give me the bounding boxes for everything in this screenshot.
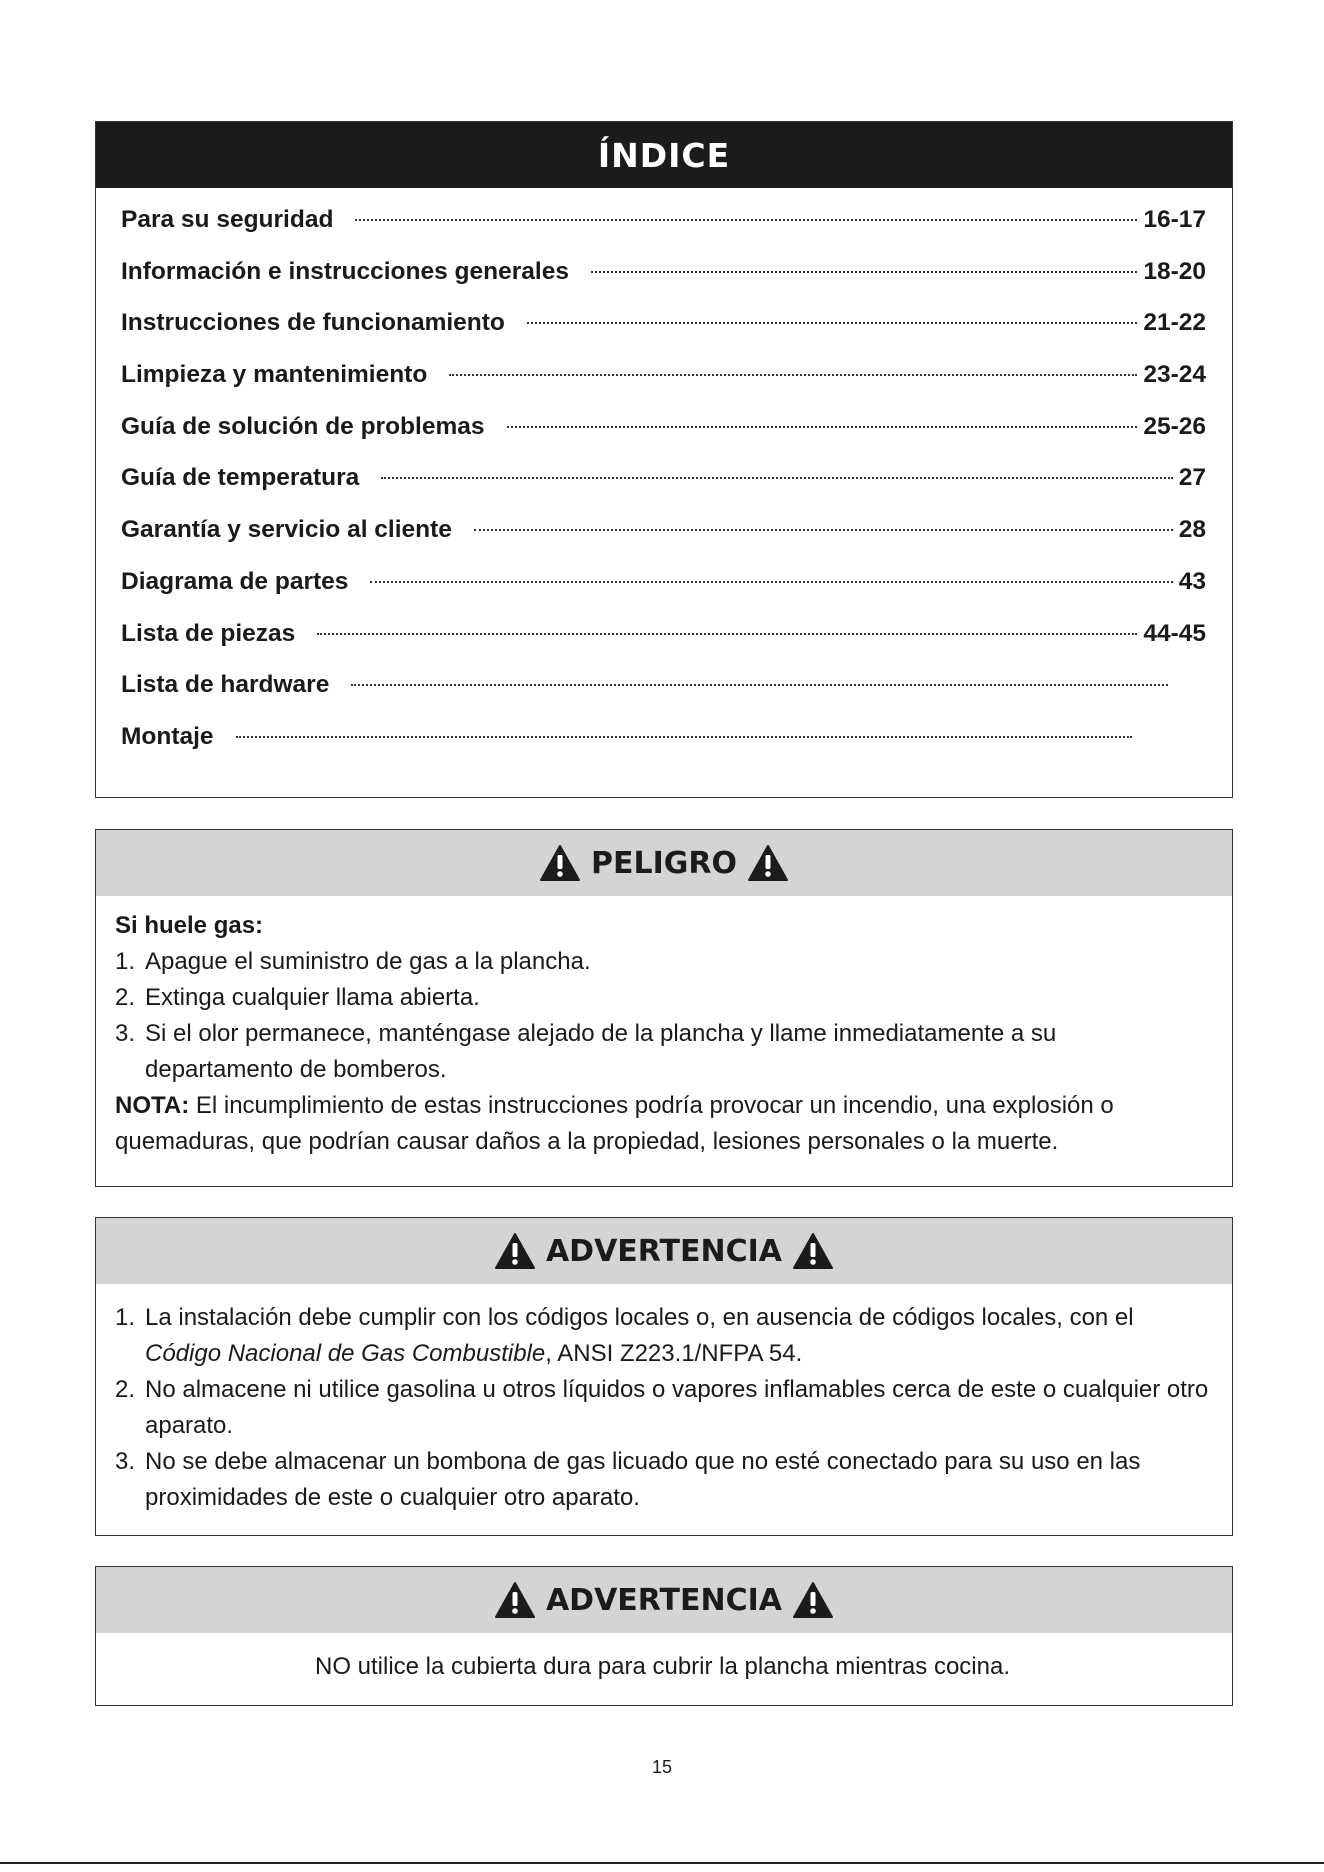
toc-leader-dots xyxy=(370,581,1172,583)
toc-entry-page: 16-17 xyxy=(1143,206,1206,233)
toc-leader-dots xyxy=(591,271,1137,273)
warning-text: NO utilice la cubierta dura para cubrir la plancha mientras cocina. xyxy=(314,1653,1010,1680)
toc-leader-dots xyxy=(381,477,1172,479)
warning-triangle-icon xyxy=(792,1581,834,1619)
warning-title: ADVERTENCIA xyxy=(545,1233,783,1269)
divider xyxy=(0,1862,1324,1864)
item-text xyxy=(145,1300,1210,1372)
list-item xyxy=(115,944,1210,980)
danger-header xyxy=(96,830,1232,896)
warning-triangle-icon xyxy=(494,1232,536,1270)
toc-entry xyxy=(121,309,1206,361)
toc-entry-page: 21-22 xyxy=(1143,309,1206,337)
list-item xyxy=(115,1016,1210,1088)
toc-entry xyxy=(121,516,1206,568)
warning-box xyxy=(95,1566,1233,1706)
toc-entry xyxy=(121,723,1206,775)
index-box xyxy=(95,121,1233,798)
toc-leader-dots xyxy=(527,322,1137,324)
toc-entry-title: Limpieza y mantenimiento xyxy=(121,361,428,389)
toc-entry-title: Para su seguridad xyxy=(121,206,334,233)
list-item xyxy=(115,980,1210,1016)
toc-leader-dots xyxy=(507,426,1138,428)
toc-entry-title: Guía de solución de problemas xyxy=(121,412,485,440)
toc-entry-page: 25-26 xyxy=(1143,412,1206,440)
toc-entry xyxy=(121,620,1206,672)
warning-triangle-icon xyxy=(747,844,789,882)
item-text: No almacene ni utilice gasolina u otros líquidos o vapores inflamables cerca de este o cualquier otro aparato. xyxy=(145,1376,1209,1439)
danger-intro: Si huele gas: xyxy=(115,912,264,939)
toc-entry-title: Lista de hardware xyxy=(121,671,330,699)
item-text: No se debe almacenar un bombona de gas licuado que no esté conectado para su uso en las proximidades de este o cualquier otro aparato. xyxy=(145,1448,1141,1511)
item-number: 2. xyxy=(115,984,136,1011)
toc-leader-dots xyxy=(236,736,1132,738)
warning-title: ADVERTENCIA xyxy=(545,1582,783,1618)
toc-entry xyxy=(121,413,1206,465)
page-number: 15 xyxy=(651,1757,673,1777)
index-header xyxy=(96,122,1232,188)
danger-box xyxy=(95,829,1233,1187)
list-item xyxy=(115,1300,1210,1372)
item-number: 3. xyxy=(115,1448,136,1475)
toc-entry-title: Garantía y servicio al cliente xyxy=(121,516,452,544)
warning-header xyxy=(96,1567,1232,1633)
item-number: 2. xyxy=(115,1376,136,1403)
item-text: Apague el suministro de gas a la plancha. xyxy=(145,948,591,975)
warning-body xyxy=(96,1284,1232,1516)
toc-leader-dots xyxy=(317,633,1137,635)
toc-entry xyxy=(121,361,1206,413)
list-item xyxy=(115,1372,1210,1444)
toc-leader-dots xyxy=(351,684,1168,686)
danger-note xyxy=(115,1088,1210,1160)
danger-body xyxy=(96,896,1232,1160)
danger-list xyxy=(115,944,1210,1088)
item-text: Si el olor permanece, manténgase alejado de la plancha y llame inmediatamente a su departamento de bomberos. xyxy=(145,1020,1057,1083)
danger-title: PELIGRO xyxy=(591,845,737,881)
note-text: El incumplimiento de estas instrucciones podría provocar un incendio, una explosión o quemaduras, que podrían causar daños a la propiedad, lesiones personales o la muerte. xyxy=(115,1092,1114,1155)
toc-entry xyxy=(121,206,1206,258)
toc-entry-page: 18-20 xyxy=(1143,257,1206,285)
code-name: Código Nacional de Gas Combustible xyxy=(145,1340,546,1367)
toc-entry xyxy=(121,568,1206,620)
toc-entry xyxy=(121,258,1206,310)
toc-entry xyxy=(121,671,1206,723)
toc-entry-page: 27 xyxy=(1178,464,1206,492)
toc-entry-page: 28 xyxy=(1178,516,1206,544)
list-item xyxy=(115,1444,1210,1516)
warning-body xyxy=(96,1633,1232,1685)
toc-entry-page: 44-45 xyxy=(1143,619,1206,647)
toc-entry-title: Guía de temperatura xyxy=(121,464,360,492)
item-text: Extinga cualquier llama abierta. xyxy=(145,984,480,1011)
toc-leader-dots xyxy=(355,219,1137,221)
index-title: ÍNDICE xyxy=(597,135,731,175)
warning-triangle-icon xyxy=(539,844,581,882)
item-text-part: , ANSI Z223.1/NFPA 54. xyxy=(545,1340,803,1367)
toc-leader-dots xyxy=(474,529,1173,531)
toc-entry-title: Instrucciones de funcionamiento xyxy=(121,309,505,337)
item-text-part: La instalación debe cumplir con los códigos locales o, en ausencia de códigos locales, con el xyxy=(145,1304,1134,1331)
warning-list xyxy=(115,1300,1210,1516)
toc-entry-title: Montaje xyxy=(121,722,214,750)
warning-triangle-icon xyxy=(494,1581,536,1619)
item-number: 1. xyxy=(115,948,136,975)
warning-box xyxy=(95,1217,1233,1536)
toc-entry-page: 23-24 xyxy=(1143,361,1206,389)
toc-entry-page: 43 xyxy=(1178,567,1206,595)
toc-entry-title: Lista de piezas xyxy=(121,619,296,647)
toc-entry xyxy=(121,464,1206,516)
toc-list xyxy=(96,188,1232,775)
warning-triangle-icon xyxy=(792,1232,834,1270)
toc-entry-title: Información e instrucciones generales xyxy=(121,257,569,285)
item-number: 3. xyxy=(115,1020,136,1047)
toc-leader-dots xyxy=(449,374,1137,376)
note-label: NOTA: xyxy=(115,1092,190,1119)
warning-header xyxy=(96,1218,1232,1284)
toc-entry-title: Diagrama de partes xyxy=(121,567,349,595)
item-number: 1. xyxy=(115,1304,136,1331)
